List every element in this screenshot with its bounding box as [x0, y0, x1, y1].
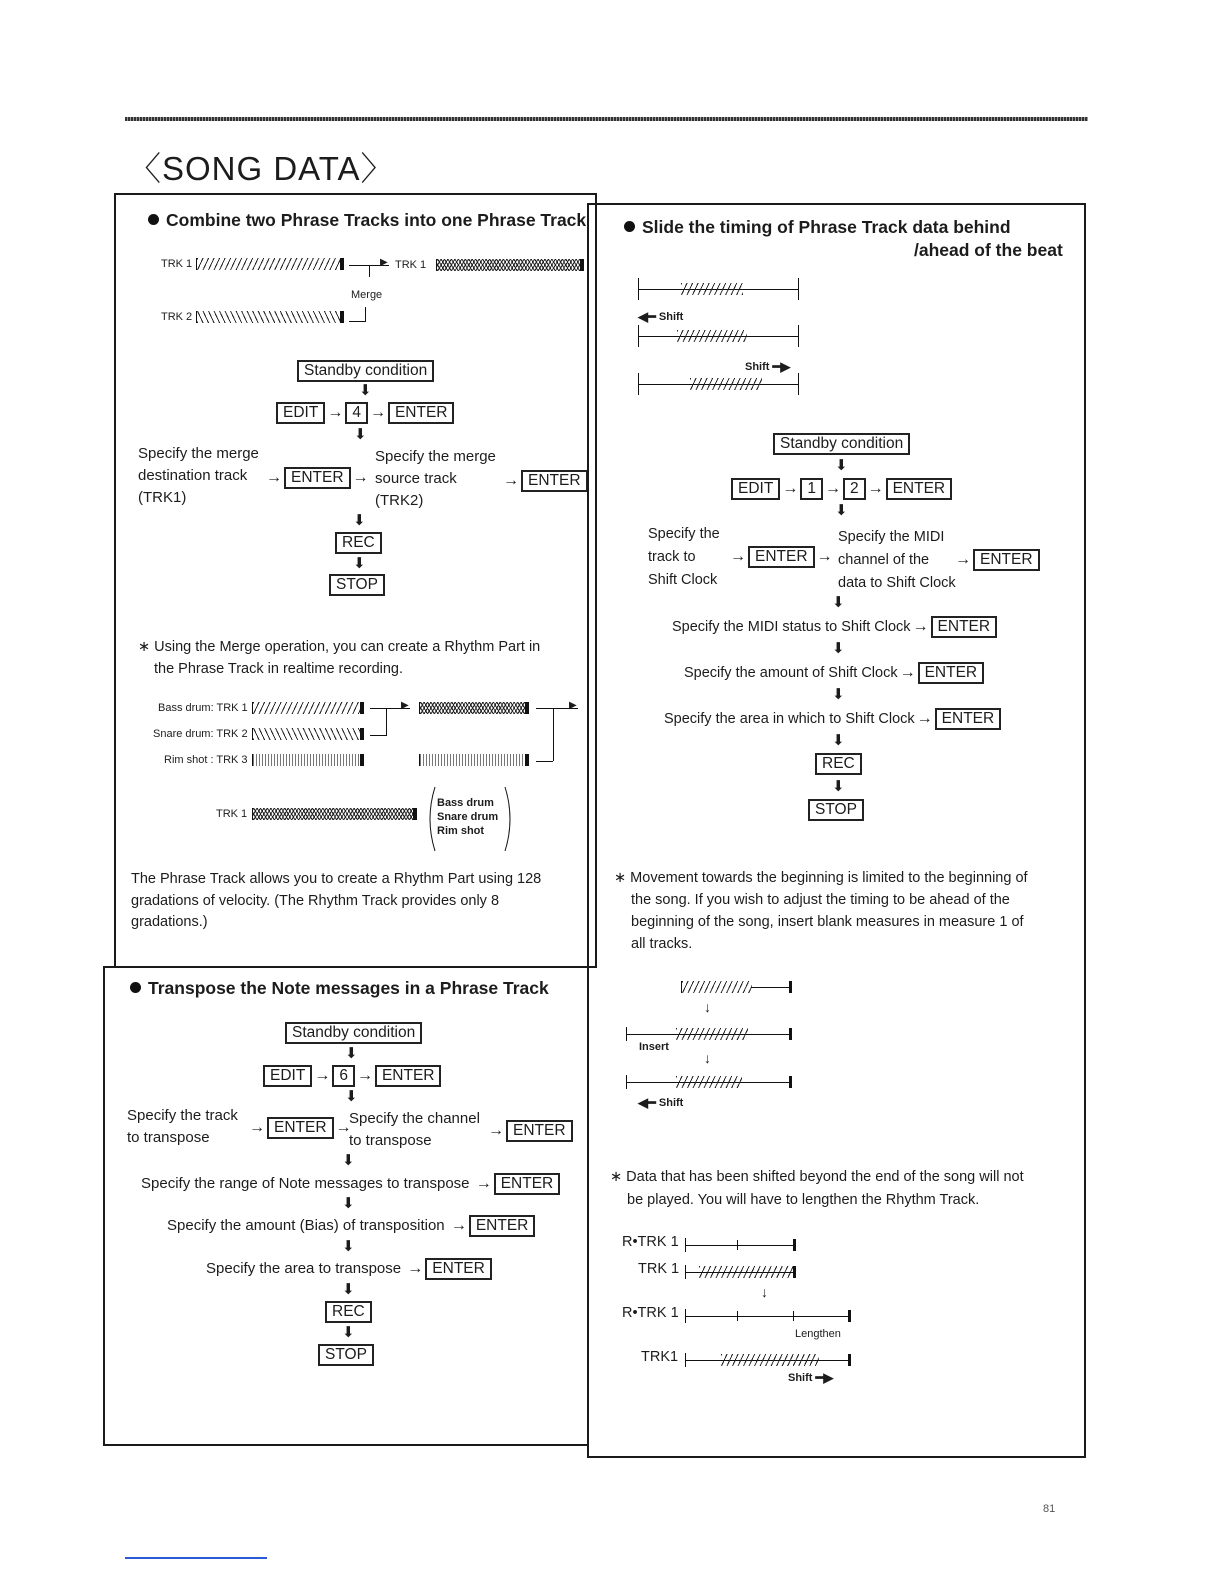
- shift-left-label: ◀━ Shift: [638, 309, 684, 324]
- transpose-rec: [325, 1301, 372, 1323]
- right-arrow-icon: ▶: [569, 700, 577, 711]
- down-arrow-icon: ⬇: [832, 686, 845, 703]
- rtrk-row2-mid1: [737, 1311, 738, 1321]
- right-arrow-icon: →: [488, 1122, 504, 1139]
- transpose-track-enter: → ENTER →: [247, 1117, 354, 1139]
- number-key: 6: [332, 1065, 355, 1087]
- insert-row1-end: [789, 981, 792, 993]
- bullet-icon: [148, 214, 159, 225]
- trk-row-end: [793, 1266, 796, 1278]
- slide-amount-row: Specify the amount of Shift Clock → ENTER: [684, 662, 984, 684]
- down-arrow-icon: ⬇: [342, 1195, 355, 1212]
- transpose-track-text: Specify the track to transpose: [127, 1107, 238, 1146]
- shift-row2-data: [677, 330, 747, 342]
- bass-bar: [252, 702, 364, 714]
- rim-bar: [252, 754, 364, 766]
- trk1-row-data: [721, 1354, 819, 1366]
- right-arrow-icon: →: [249, 1119, 265, 1136]
- right-arrow-icon: →: [867, 480, 884, 497]
- slide-track-text: Specify the track to Shift Clock: [648, 526, 720, 588]
- combine-stop: [329, 574, 385, 596]
- slide-status-row: Specify the MIDI status to Shift Clock → ENTER: [672, 616, 997, 638]
- rhythm-pass2-end: [525, 754, 528, 766]
- enter-key: ENTER: [886, 478, 953, 500]
- combine-dest-enter: → ENTER →: [264, 467, 371, 489]
- rtrk-row2-mid2: [793, 1311, 794, 1321]
- bass-label: Bass drum: TRK 1: [158, 702, 248, 714]
- merge-return-stem: [365, 307, 366, 322]
- lengthen-shift-label: Shift ━▶: [788, 1370, 834, 1385]
- combine-trk2-end: [340, 311, 343, 323]
- down-arrow-icon: ↓: [704, 1050, 711, 1066]
- enter-key: ENTER: [375, 1065, 442, 1087]
- slide-midi-text: Specify the MIDI channel of the data to Shift Clock: [838, 529, 956, 591]
- combine-note: ∗ Using the Merge operation, you can create a Rhythm Part in the Phrase Track in realtime recording.: [138, 639, 541, 677]
- combine-dest-text: Specify the merge destination track (TRK1): [138, 445, 259, 506]
- combined-trk-bar: [252, 808, 417, 820]
- rtrk-row2-line: [685, 1316, 850, 1317]
- combine-trk2-label: TRK 2: [161, 311, 193, 323]
- rhythm-pass1-end: [525, 702, 528, 714]
- footer-link-line: [125, 1557, 267, 1559]
- transpose-stop: [318, 1344, 374, 1366]
- bullet-icon: [624, 221, 635, 232]
- down-arrow-icon: ↓: [761, 1284, 768, 1300]
- transpose-channel-enter: → ENTER: [486, 1120, 573, 1142]
- transpose-bias-row: Specify the amount (Bias) of transposition → ENTER: [167, 1215, 535, 1237]
- number-key: 4: [345, 402, 368, 424]
- rhythm-stem-1: [386, 708, 387, 736]
- right-arrow-icon: →: [824, 480, 841, 497]
- combine-trk1-end: [340, 258, 343, 270]
- rim-end: [360, 754, 363, 766]
- left-arrow-icon: ◀━: [638, 1095, 656, 1110]
- combine-trk2-bar: [196, 311, 344, 323]
- slide-heading: Slide the timing of Phrase Track data behind: [624, 217, 1011, 238]
- insert-row2-data: [676, 1028, 748, 1040]
- rec-key: REC: [325, 1301, 372, 1323]
- right-arrow-icon: →: [352, 469, 369, 486]
- bass-end: [360, 702, 363, 714]
- down-arrow-icon: ⬇: [353, 512, 366, 529]
- down-arrow-icon: ⬇: [832, 778, 845, 795]
- slide-area-row: Specify the area in which to Shift Clock → ENTER: [664, 708, 1001, 730]
- merge-arrow-icon: ▶: [380, 257, 388, 268]
- transpose-heading: Transpose the Note messages in a Phrase Track: [130, 978, 549, 999]
- right-arrow-icon: →: [955, 551, 971, 568]
- rtrk-row1-line: [685, 1245, 795, 1246]
- insert-label: Insert: [639, 1041, 669, 1053]
- slide-rec: [815, 753, 862, 775]
- right-arrow-icon: →: [816, 548, 833, 565]
- shift-right-label: Shift ━▶: [745, 359, 791, 374]
- slide-note-1: ∗ Movement towards the beginning is limited to the beginning of the song. If you wish to adjust the timing to be ahead of the beginning of the song, insert blank measures in measure 1 of all tracks.: [614, 870, 1028, 952]
- rhythm-pass2-bar: [419, 754, 529, 766]
- right-arrow-icon: →: [327, 404, 344, 421]
- right-arrow-icon: →: [503, 472, 519, 489]
- insert-row1-data: [681, 981, 752, 993]
- insert-row2-end: [789, 1028, 792, 1040]
- merge-return-line: [349, 321, 365, 322]
- rec-key: REC: [335, 532, 382, 554]
- shift-row2-end: [798, 325, 799, 347]
- rtrk-row1-end: [793, 1239, 796, 1251]
- combine-key-sequence: [276, 402, 454, 424]
- down-arrow-icon: ⬇: [342, 1281, 355, 1298]
- stop-key: STOP: [329, 574, 385, 596]
- merge-label: Merge: [351, 289, 383, 301]
- bracket-item-rim: Rim shot: [437, 825, 485, 837]
- merge-result-end: [580, 259, 583, 271]
- slide-heading-2: /ahead of the beat: [914, 240, 1063, 260]
- lengthen-trk-label: TRK 1: [638, 1261, 680, 1277]
- shift-row3-data: [690, 378, 762, 390]
- combine-section: [114, 193, 597, 968]
- right-arrow-icon: →: [356, 1067, 373, 1084]
- rhythm-stem-2: [553, 708, 554, 761]
- down-arrow-icon: ⬇: [354, 426, 367, 443]
- combine-paragraph: The Phrase Track allows you to create a Rhythm Part using 128 gradations of velocity. (The Rhythm Track provides only 8 gradations.): [131, 871, 542, 930]
- edit-key: EDIT: [276, 402, 325, 424]
- right-arrow-icon: →: [314, 1067, 331, 1084]
- lengthen-trk1-label: TRK1: [641, 1349, 679, 1365]
- rim-label: Rim shot : TRK 3: [164, 754, 248, 766]
- top-rule: [125, 117, 1088, 121]
- transpose-standby: Standby condition: [285, 1022, 422, 1044]
- down-arrow-icon: ⬇: [342, 1238, 355, 1255]
- number-key-1: 1: [800, 478, 823, 500]
- down-arrow-icon: ⬇: [832, 594, 845, 611]
- down-arrow-icon: ⬇: [342, 1324, 355, 1341]
- down-arrow-icon: ⬇: [835, 457, 848, 474]
- right-arrow-icon: →: [912, 618, 929, 636]
- down-arrow-icon: ⬇: [832, 732, 845, 749]
- combine-rec: [335, 532, 382, 554]
- slide-section: [587, 203, 1086, 1458]
- transpose-channel-text: Specify the channel to transpose: [349, 1110, 480, 1149]
- lengthen-rtrk-label: R•TRK 1: [622, 1234, 679, 1250]
- combined-trk-end: [413, 808, 416, 820]
- bracket-item-snare: Snare drum: [437, 811, 499, 823]
- transpose-area-row: Specify the area to transpose → ENTER: [206, 1258, 492, 1280]
- shift-row1-end: [798, 278, 799, 300]
- down-arrow-icon: ⬇: [342, 1152, 355, 1169]
- down-arrow-icon: ⬇: [359, 382, 372, 399]
- slide-midi-enter: → ENTER: [953, 549, 1040, 571]
- right-arrow-icon: →: [369, 404, 386, 421]
- page-number: 81: [1043, 1503, 1056, 1515]
- lengthen-label: Lengthen: [795, 1328, 841, 1340]
- transpose-range-row: Specify the range of Note messages to transpose → ENTER: [141, 1173, 560, 1195]
- down-arrow-icon: ⬇: [835, 502, 848, 519]
- combine-src-text: Specify the merge source track (TRK2): [375, 448, 496, 509]
- snare-label: Snare drum: TRK 2: [153, 728, 248, 740]
- down-arrow-icon: ⬇: [345, 1045, 358, 1062]
- slide-note-2: ∗ Data that has been shifted beyond the end of the song will not be played. You will have to lengthen the Rhythm Track.: [610, 1169, 1024, 1208]
- combined-trk-label: TRK 1: [216, 808, 248, 820]
- rtrk-row2-end: [848, 1310, 851, 1322]
- down-arrow-icon: ⬇: [353, 555, 366, 572]
- insert-shift-label: ◀━ Shift: [638, 1095, 684, 1110]
- rhythm-line-4: [536, 761, 553, 762]
- slide-stop: [808, 799, 864, 821]
- stop-key: STOP: [808, 799, 864, 821]
- rhythm-line-2: [370, 735, 386, 736]
- right-arrow-icon: ━▶: [772, 359, 791, 374]
- transpose-section: [103, 966, 589, 1446]
- snare-end: [360, 728, 363, 740]
- right-arrow-icon: →: [899, 664, 916, 682]
- left-arrow-icon: ◀━: [638, 309, 656, 324]
- right-arrow-icon: →: [335, 1119, 352, 1136]
- down-arrow-icon: ↓: [704, 999, 711, 1015]
- bullet-icon: [130, 982, 141, 993]
- merge-result-bar: [436, 259, 584, 271]
- rec-key: REC: [815, 753, 862, 775]
- right-arrow-icon: ▶: [401, 700, 409, 711]
- right-arrow-icon: →: [730, 548, 746, 565]
- insert-row3-end: [789, 1076, 792, 1088]
- bracket-item-bass: Bass drum: [437, 797, 494, 809]
- slide-standby: Standby condition: [773, 433, 910, 455]
- down-arrow-icon: ⬇: [345, 1088, 358, 1105]
- right-arrow-icon: →: [407, 1260, 424, 1278]
- down-arrow-icon: ⬇: [832, 640, 845, 657]
- page-title: 〈SONG DATA〉: [128, 150, 395, 187]
- slide-track-enter: → ENTER →: [728, 546, 835, 568]
- rhythm-pass1-bar: [419, 702, 529, 714]
- right-arrow-icon: →: [782, 480, 799, 497]
- stop-key: STOP: [318, 1344, 374, 1366]
- right-arrow-icon: ━▶: [815, 1370, 834, 1385]
- insert-row3-data: [676, 1076, 742, 1088]
- combine-trk1-label: TRK 1: [161, 258, 193, 270]
- combine-trk1-bar: [196, 258, 344, 270]
- combine-src-enter: → ENTER: [501, 470, 588, 492]
- number-key-2: 2: [843, 478, 866, 500]
- right-arrow-icon: →: [266, 469, 282, 486]
- shift-row3-end: [798, 373, 799, 395]
- trk1-row-end: [848, 1354, 851, 1366]
- merge-result-label: TRK 1: [395, 259, 427, 271]
- combine-standby: Standby condition: [297, 360, 434, 382]
- merge-stem: [369, 265, 370, 277]
- shift-row1-data: [681, 283, 743, 295]
- trk-row-line: [685, 1272, 795, 1273]
- rtrk-row1-mid: [737, 1240, 738, 1250]
- insert-row1-line: [751, 987, 791, 988]
- edit-key: EDIT: [731, 478, 780, 500]
- transpose-key-sequence: [263, 1065, 441, 1087]
- right-arrow-icon: →: [475, 1175, 492, 1193]
- snare-bar: [252, 728, 364, 740]
- lengthen-rtrk2-label: R•TRK 1: [622, 1305, 679, 1321]
- edit-key: EDIT: [263, 1065, 312, 1087]
- slide-key-sequence: [731, 478, 952, 500]
- right-arrow-icon: →: [450, 1217, 467, 1235]
- combine-heading: Combine two Phrase Tracks into one Phrase Track: [148, 210, 586, 231]
- right-arrow-icon: →: [916, 710, 933, 728]
- enter-key: ENTER: [388, 402, 455, 424]
